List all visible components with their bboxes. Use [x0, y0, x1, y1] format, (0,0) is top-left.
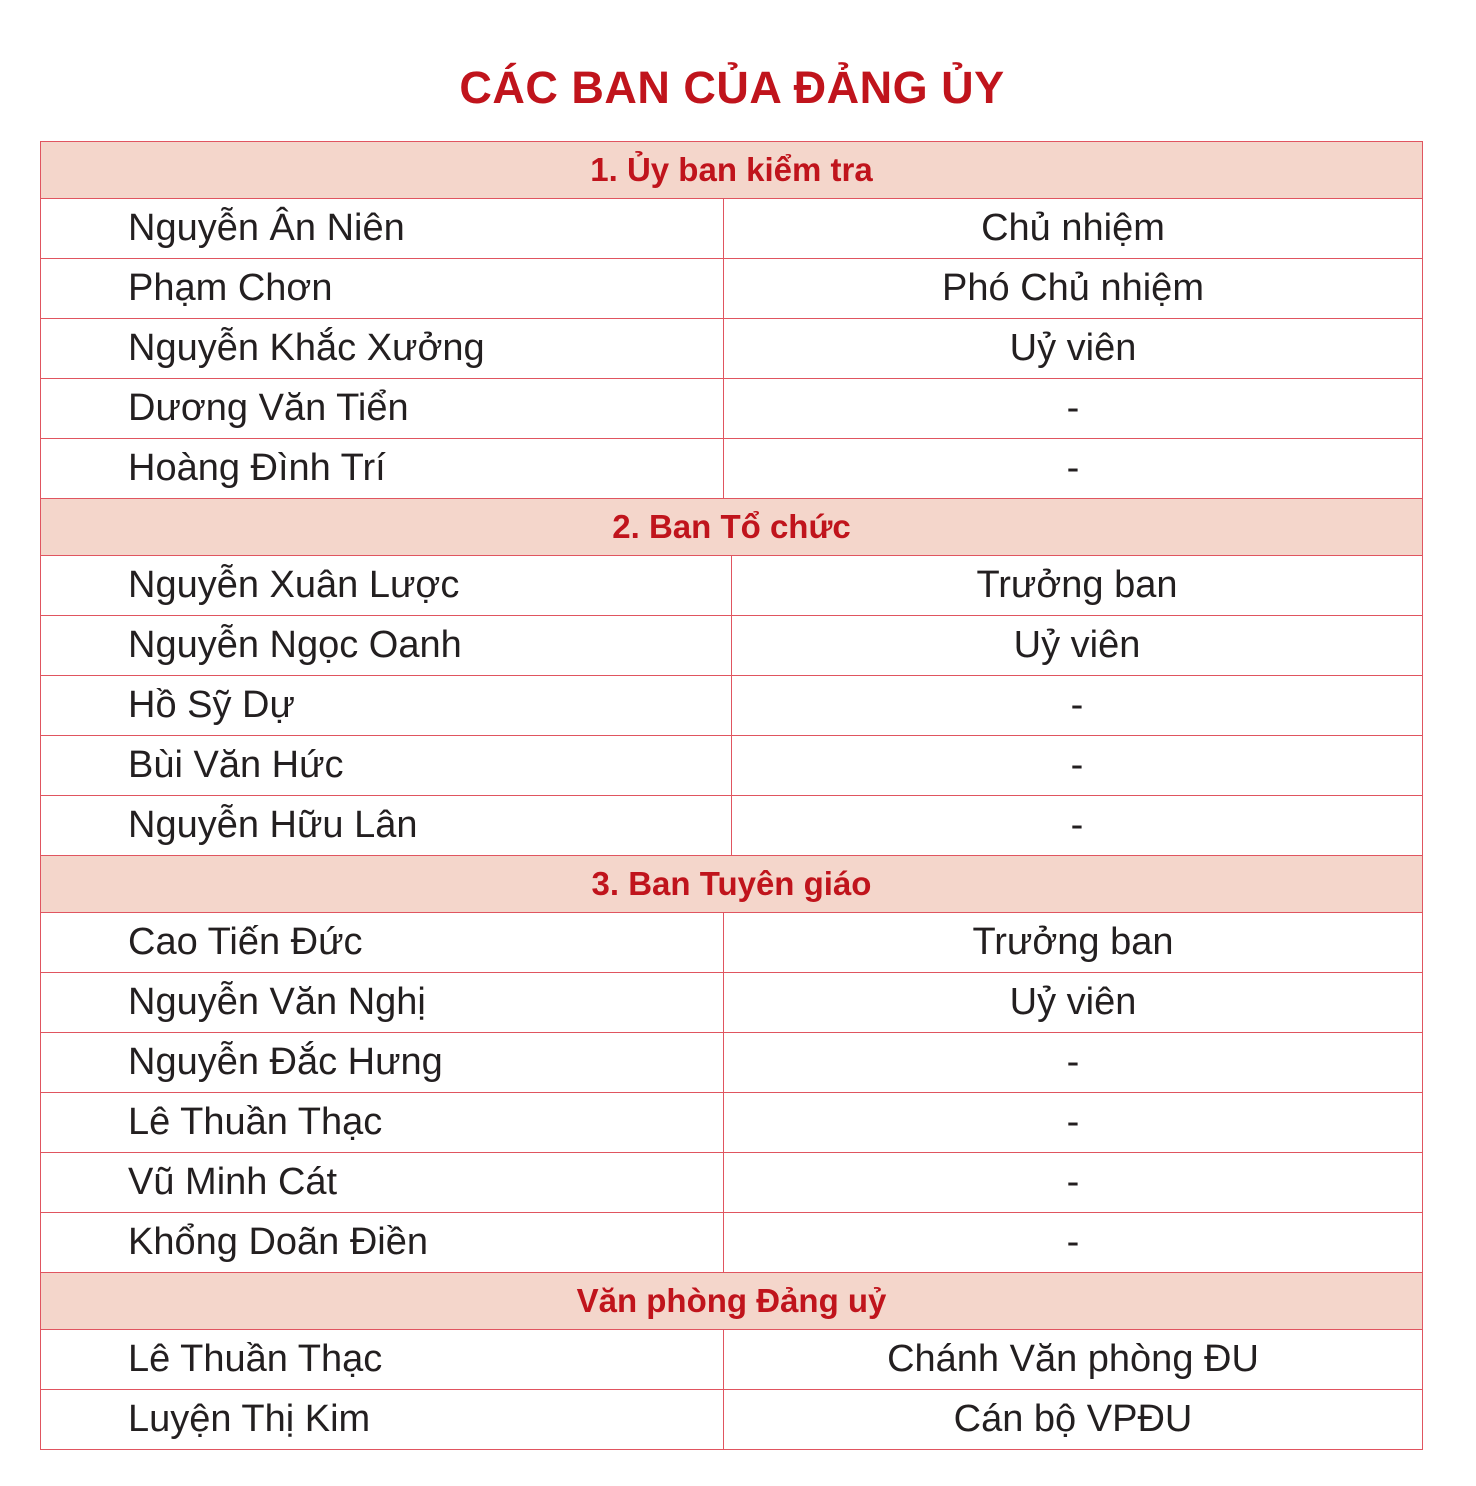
table-row [41, 439, 1422, 499]
member-name: Vũ Minh Cát [41, 1153, 724, 1212]
table-row [41, 616, 1422, 676]
table-row [41, 913, 1422, 973]
table-row [41, 1213, 1422, 1273]
member-name: Bùi Văn Hức [41, 736, 732, 795]
member-name: Nguyễn Ngọc Oanh [41, 616, 732, 675]
member-role: - [1070, 684, 1084, 726]
table-row [41, 676, 1422, 736]
table-row [41, 259, 1422, 319]
section-body-propaganda [41, 913, 1422, 1273]
table-row [41, 556, 1422, 616]
member-name: Lê Thuần Thạc [41, 1330, 724, 1389]
table-row [41, 1330, 1422, 1390]
table-row [41, 1390, 1422, 1450]
member-role: - [1066, 387, 1080, 429]
table-row [41, 1093, 1422, 1153]
section-body-organization [41, 556, 1422, 856]
member-name: Nguyễn Hữu Lân [41, 796, 732, 855]
table-row [41, 379, 1422, 439]
member-name: Nguyễn Khắc Xưởng [41, 319, 724, 378]
section-header-organization: 2. Ban Tổ chức [41, 499, 1422, 556]
member-name: Khổng Doãn Điền [41, 1213, 724, 1272]
member-name: Phạm Chơn [41, 259, 724, 318]
section-body-party-office [41, 1330, 1422, 1450]
member-name: Hoàng Đình Trí [41, 439, 724, 498]
table-row [41, 973, 1422, 1033]
member-role: - [1070, 804, 1084, 846]
table-row [41, 1033, 1422, 1093]
member-name: Luyện Thị Kim [41, 1390, 724, 1449]
member-name: Hồ Sỹ Dự [41, 676, 732, 735]
member-role: - [1066, 447, 1080, 489]
member-name: Nguyễn Xuân Lược [41, 556, 732, 615]
member-role: Chánh Văn phòng ĐU [887, 1338, 1259, 1380]
member-role: Trưởng ban [976, 564, 1178, 606]
member-role: Cán bộ VPĐU [953, 1398, 1193, 1440]
section-body-inspection [41, 199, 1422, 499]
member-name: Nguyễn Văn Nghị [41, 973, 724, 1032]
committees-table [40, 141, 1423, 1450]
section-header-inspection: 1. Ủy ban kiểm tra [41, 142, 1422, 199]
table-row [41, 1153, 1422, 1213]
table-row [41, 736, 1422, 796]
member-role: - [1066, 1221, 1080, 1263]
table-row [41, 199, 1422, 259]
member-role: Chủ nhiệm [981, 207, 1165, 249]
table-row [41, 319, 1422, 379]
page-title: CÁC BAN CỦA ĐẢNG ỦY [459, 62, 1005, 113]
member-role: Uỷ viên [1013, 624, 1141, 666]
member-role: Trưởng ban [972, 921, 1174, 963]
member-name: Lê Thuần Thạc [41, 1093, 724, 1152]
member-name: Nguyễn Ân Niên [41, 199, 724, 258]
member-role: Phó Chủ nhiệm [942, 267, 1204, 309]
member-name: Dương Văn Tiển [41, 379, 724, 438]
member-role: - [1066, 1161, 1080, 1203]
section-header-propaganda: 3. Ban Tuyên giáo [41, 856, 1422, 913]
section-header-party-office: Văn phòng Đảng uỷ [41, 1273, 1422, 1330]
member-role: - [1070, 744, 1084, 786]
table-row [41, 796, 1422, 856]
member-role: - [1066, 1041, 1080, 1083]
member-role: - [1066, 1101, 1080, 1143]
member-role: Uỷ viên [1009, 981, 1137, 1023]
member-name: Cao Tiến Đức [41, 913, 724, 972]
member-role: Uỷ viên [1009, 327, 1137, 369]
member-name: Nguyễn Đắc Hưng [41, 1033, 724, 1092]
